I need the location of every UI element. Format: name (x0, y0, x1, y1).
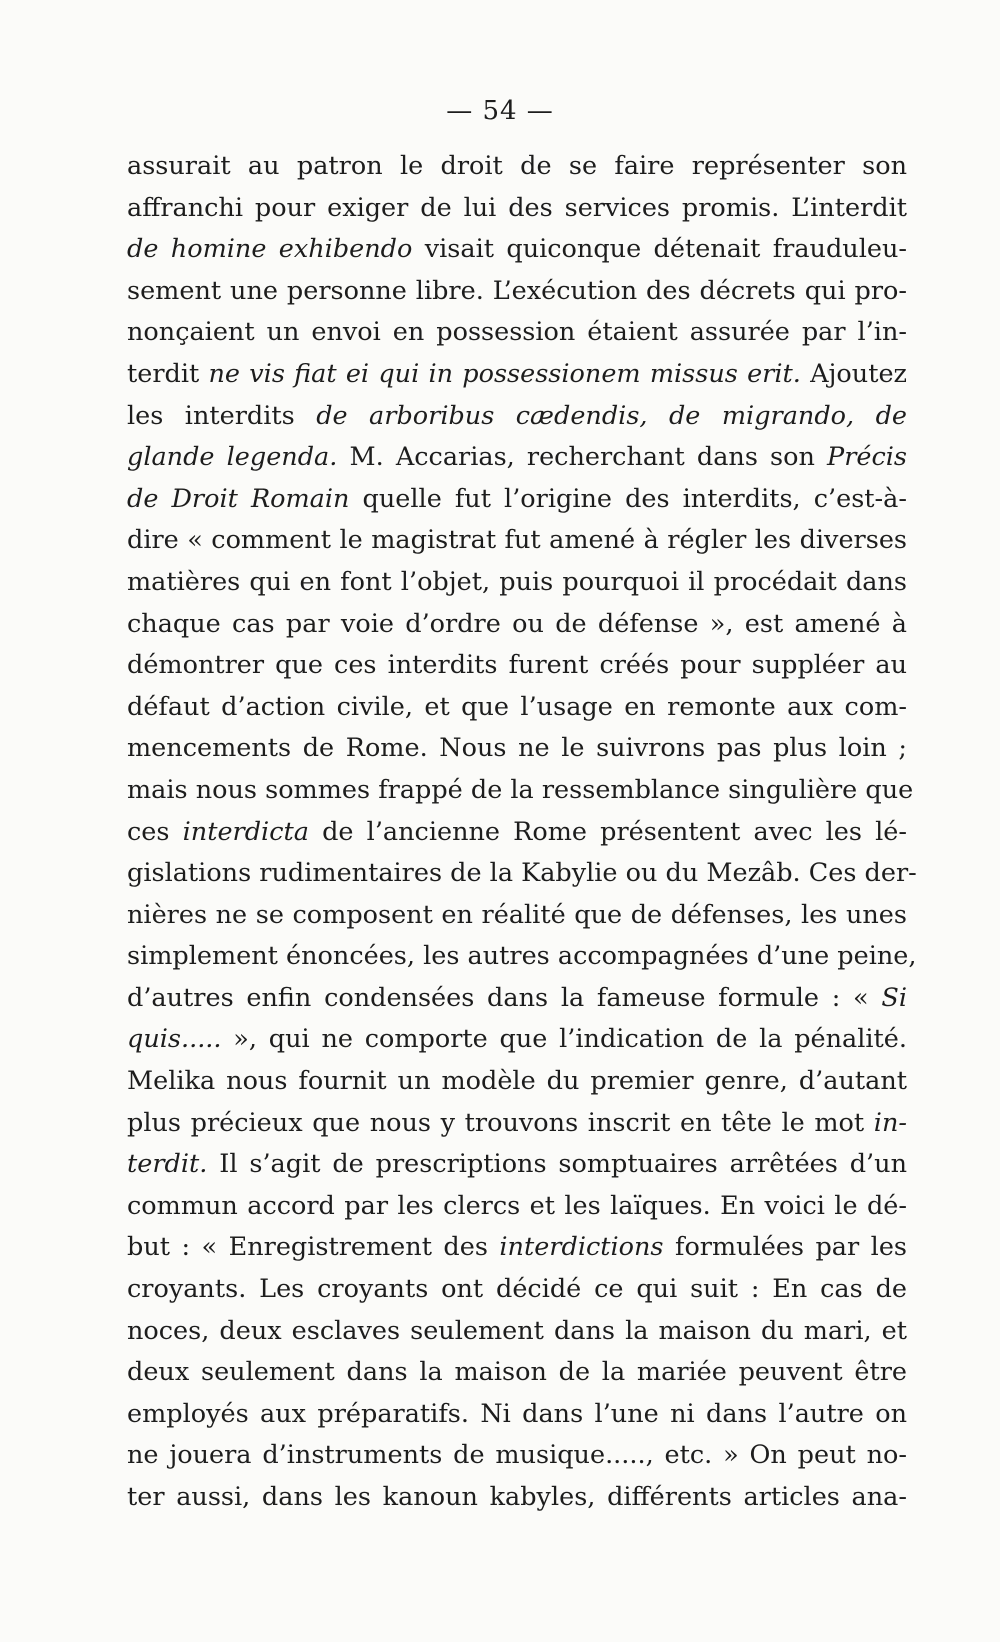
text-segment: d’autres enfin condensées dans la fameuse formule : « (127, 982, 882, 1013)
text-segment: dire « comment le magistrat fut amené à régler les diverses (127, 525, 907, 556)
text-segment: Il s’agit de prescriptions somptuaires arrêtées d’un (207, 1149, 907, 1180)
text-line (127, 728, 907, 770)
text-segment: sement une personne libre. L’exécution des décrets qui pro- (127, 275, 907, 306)
text-segment: terdit (127, 358, 209, 389)
text-segment: Ajoutez (800, 358, 907, 389)
text-segment: ter aussi, dans les kanoun kabyles, différents articles ana- (127, 1482, 907, 1512)
text-segment: défaut d’action civile, et que l’usage en remonte aux com- (127, 691, 907, 722)
text-line (127, 1352, 907, 1394)
text-line (127, 978, 907, 1020)
text-line (127, 770, 914, 812)
text-line (127, 146, 907, 188)
text-segment: Melika nous fournit un modèle du premier genre, d’autant (127, 1066, 907, 1097)
italic-text: de arboribus cædendis, de migrando, de (316, 400, 907, 431)
text-line (127, 1311, 907, 1353)
text-line (127, 520, 907, 562)
text-line (127, 853, 917, 895)
text-line (127, 936, 917, 978)
text-line (127, 1144, 907, 1186)
text-line (127, 562, 907, 604)
text-line (127, 1103, 907, 1145)
text-segment: chaque cas par voie d’ordre ou de défense », est amené à (127, 608, 907, 639)
text-line (127, 1227, 907, 1269)
italic-text: glande legenda. (127, 442, 338, 473)
body-text (127, 146, 917, 1519)
text-line (127, 1394, 907, 1436)
text-segment: noces, deux esclaves seulement dans la maison du mari, et (127, 1315, 907, 1346)
text-line (127, 1269, 907, 1311)
text-line (127, 1061, 907, 1103)
text-segment: plus précieux que nous y trouvons inscrit en tête le mot (127, 1107, 874, 1138)
text-line (127, 812, 907, 854)
text-segment: ces (127, 816, 183, 847)
text-segment: employés aux préparatifs. Ni dans l’une ni dans l’autre on (127, 1398, 907, 1429)
italic-text: terdit. (127, 1149, 208, 1180)
page-number: — 54 — (446, 96, 554, 126)
text-segment: commun accord par les clercs et les laïques. En voici le dé- (127, 1190, 907, 1221)
text-segment: M. Accarias, recherchant dans son (337, 442, 828, 473)
text-segment: simplement énoncées, les autres accompagnées d’une peine, (127, 941, 917, 972)
italic-text: Si (881, 982, 907, 1013)
text-segment: quelle fut l’origine des interdits, c’est-à- (349, 483, 907, 514)
italic-text: quis..... (127, 1024, 222, 1055)
text-segment: matières qui en font l’objet, puis pourquoi il procédait dans (127, 566, 907, 597)
text-segment: deux seulement dans la maison de la mariée peuvent être (127, 1357, 907, 1388)
italic-text: interdictions (499, 1232, 664, 1263)
text-segment: but : « Enregistrement des (127, 1232, 500, 1263)
text-segment: mencements de Rome. Nous ne le suivrons pas plus loin ; (127, 733, 907, 764)
text-segment: formulées par les (663, 1232, 907, 1263)
text-line (127, 312, 907, 354)
italic-text: interdicta (182, 816, 309, 847)
text-line (127, 1477, 907, 1519)
text-line (127, 895, 907, 937)
text-line (127, 645, 907, 687)
italic-text: de Droit Romain (127, 483, 350, 514)
italic-text: de homine exhibendo (127, 234, 413, 265)
text-segment: gislations rudimentaires de la Kabylie ou du Mezâb. Ces der- (127, 858, 917, 889)
text-line (127, 271, 907, 313)
text-line (127, 604, 907, 646)
text-line (127, 1435, 907, 1477)
text-segment: croyants. Les croyants ont décidé ce qui suit : En cas de (127, 1274, 907, 1305)
text-line (127, 229, 907, 271)
text-segment: ne jouera d’instruments de musique....., etc. » On peut no- (127, 1440, 907, 1471)
text-segment: les interdits (127, 400, 317, 431)
text-line (127, 396, 907, 438)
text-line (127, 1019, 907, 1061)
italic-text: Précis (827, 442, 908, 473)
text-segment: affranchi pour exiger de lui des services promis. L’interdit (127, 192, 907, 223)
text-line (127, 687, 907, 729)
text-line (127, 437, 907, 479)
text-segment: nonçaient un envoi en possession étaient assurée par l’in- (127, 317, 907, 348)
text-line (127, 188, 907, 230)
text-segment: nières ne se composent en réalité que de défenses, les unes (127, 899, 907, 930)
text-segment: visait quiconque détenait frauduleu- (412, 234, 907, 265)
text-segment: », qui ne comporte que l’indication de la pénalité. (221, 1024, 907, 1055)
italic-text: in- (873, 1107, 907, 1138)
italic-text: ne vis fiat ei qui in possessionem missus erit. (208, 358, 801, 389)
text-segment: mais nous sommes frappé de la ressemblance singulière que (127, 774, 914, 805)
text-segment: de l’ancienne Rome présentent avec les lé- (308, 816, 907, 847)
text-segment: assurait au patron le droit de se faire représenter son (127, 151, 907, 181)
text-segment: démontrer que ces interdits furent créés pour suppléer au (127, 650, 907, 681)
text-line (127, 479, 907, 521)
text-line (127, 354, 907, 396)
text-line (127, 1186, 907, 1228)
